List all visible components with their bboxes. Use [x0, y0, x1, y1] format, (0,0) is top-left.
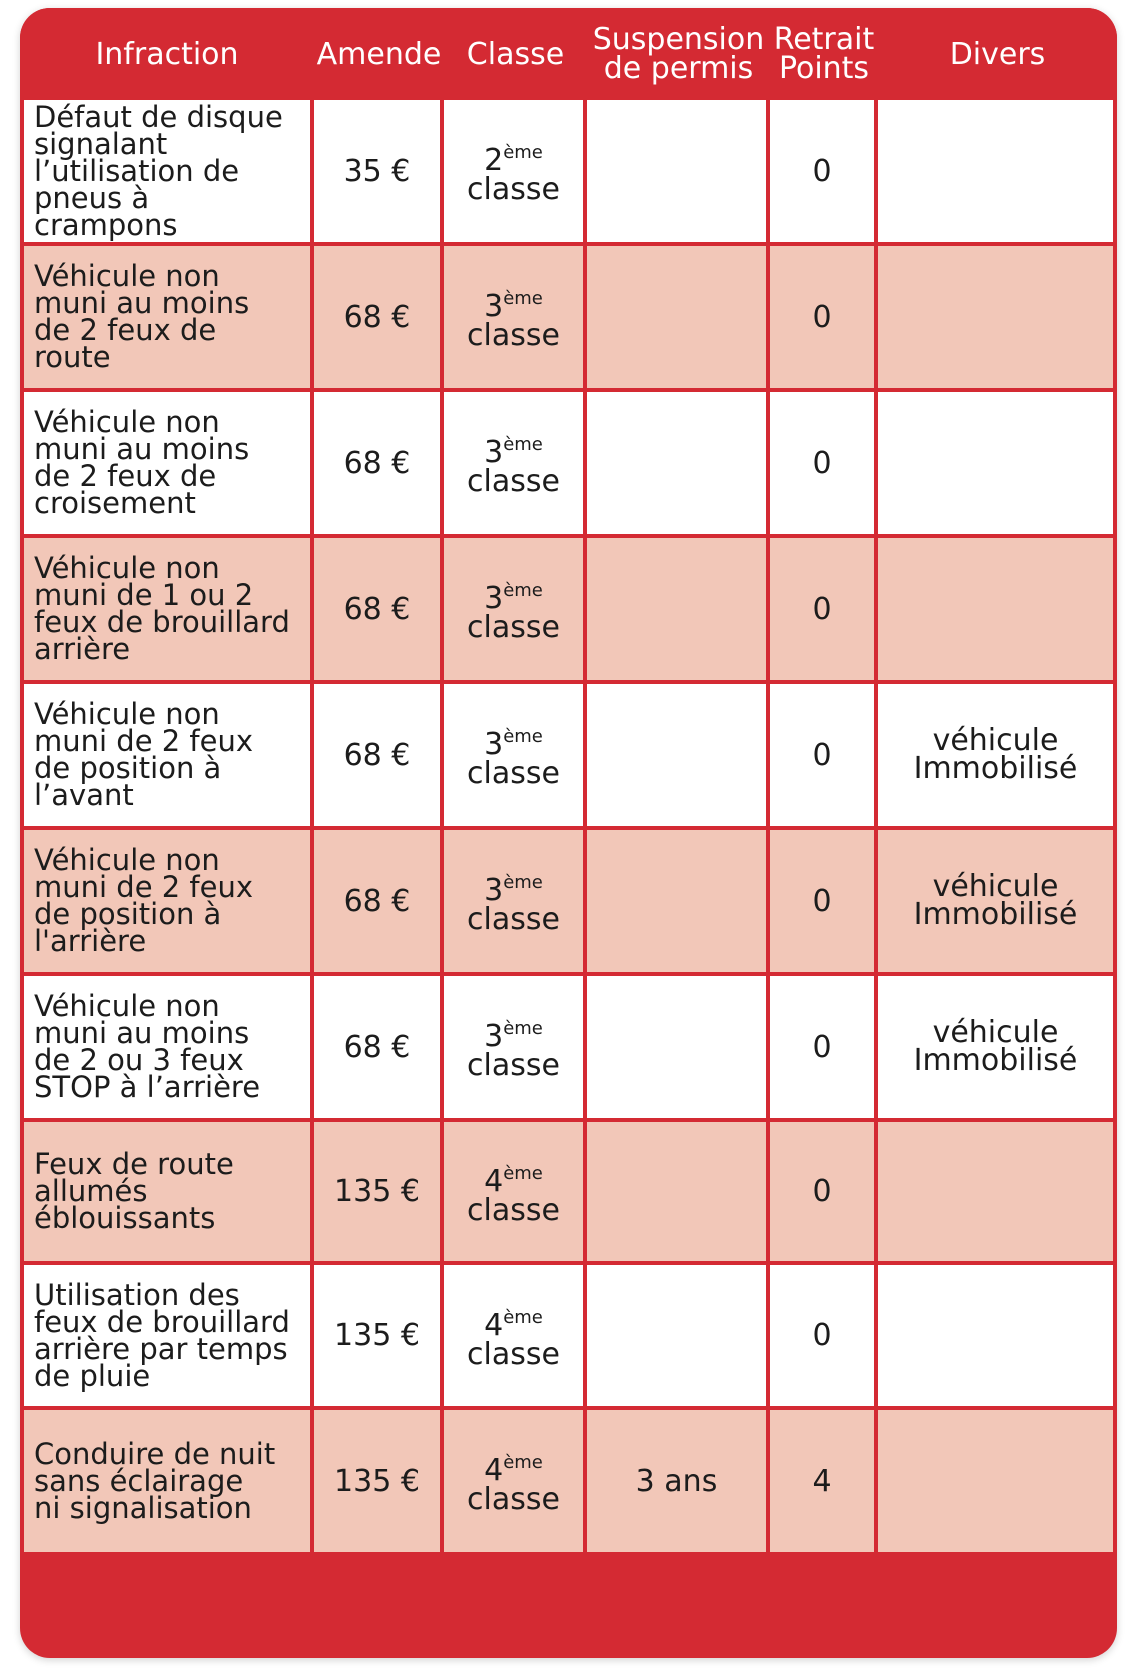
- cell-classe: [444, 392, 587, 538]
- divers-line: véhicule: [932, 1015, 1059, 1050]
- classe-word: classe: [467, 1336, 560, 1372]
- classe-ordinal-suffix: ème: [503, 872, 543, 893]
- cell-classe: [444, 246, 587, 392]
- header-amende: Amende: [314, 8, 444, 100]
- divers-line: Immobilisé: [913, 751, 1078, 786]
- cell-suspension: [587, 100, 770, 246]
- cell-divers: [878, 100, 1117, 246]
- cell-infraction: [20, 100, 314, 246]
- cell-amende: 135 €: [314, 1122, 444, 1265]
- cell-amende: 68 €: [314, 684, 444, 830]
- cell-classe: [444, 1265, 587, 1410]
- table-row: [20, 100, 1117, 246]
- infraction-line: feux de brouillard: [34, 605, 290, 639]
- cell-amende: 135 €: [314, 1410, 444, 1556]
- cell-divers: [878, 1265, 1117, 1410]
- infraction-line: de pluie: [34, 1358, 151, 1393]
- infraction-line: de 2 feux de: [34, 459, 217, 493]
- classe-ordinal-suffix: ème: [503, 434, 543, 455]
- cell-retrait-points: 0: [770, 1265, 878, 1410]
- cell-amende: 68 €: [314, 976, 444, 1122]
- classe-ordinal-suffix: ème: [503, 726, 543, 747]
- table-row: [20, 684, 1117, 830]
- cell-classe: [444, 1122, 587, 1265]
- divers-line: Immobilisé: [913, 1043, 1078, 1078]
- cell-divers: [878, 392, 1117, 538]
- infraction-line: allumés: [34, 1174, 148, 1208]
- cell-amende: 68 €: [314, 392, 444, 538]
- cell-amende: 35 €: [314, 100, 444, 246]
- cell-infraction: [20, 392, 314, 538]
- infraction-line: de 2 feux de: [34, 313, 217, 347]
- table-row: [20, 538, 1117, 684]
- classe-number: 4: [484, 1307, 504, 1343]
- classe-number: 4: [484, 1453, 504, 1488]
- cell-infraction: [20, 538, 314, 684]
- cell-amende: 135 €: [314, 1265, 444, 1410]
- cell-infraction: [20, 976, 314, 1122]
- infraction-line: l’utilisation de: [34, 153, 240, 188]
- infraction-line: arrière par temps: [34, 1331, 288, 1366]
- cell-classe: [444, 100, 587, 246]
- cell-retrait-points: 0: [770, 392, 878, 538]
- classe-ordinal-suffix: ème: [503, 1018, 543, 1039]
- table-header-row: [20, 8, 1117, 100]
- infraction-line: STOP à l’arrière: [34, 1070, 261, 1104]
- infraction-line: Utilisation des: [34, 1277, 240, 1312]
- infraction-line: Véhicule non: [34, 551, 220, 585]
- cell-suspension: [587, 684, 770, 830]
- classe-ordinal-suffix: ème: [503, 1452, 543, 1473]
- fines-table-card: [20, 8, 1117, 1658]
- cell-infraction: [20, 1410, 314, 1556]
- classe-number: 3: [484, 289, 504, 324]
- fines-table: [20, 8, 1117, 1556]
- infraction-line: muni de 1 ou 2: [34, 578, 254, 612]
- infraction-line: Conduire de nuit: [34, 1436, 276, 1471]
- infraction-line: route: [34, 340, 111, 374]
- classe-number: 4: [484, 1163, 504, 1199]
- cell-classe: [444, 538, 587, 684]
- cell-amende: 68 €: [314, 830, 444, 976]
- cell-retrait-points: 4: [770, 1410, 878, 1556]
- table-row: [20, 246, 1117, 392]
- cell-suspension: 3 ans: [587, 1410, 770, 1556]
- table-row: [20, 830, 1117, 976]
- cell-suspension: [587, 246, 770, 392]
- header-suspension-line1: Suspension: [592, 22, 765, 57]
- header-retrait-line2: Points: [778, 51, 870, 86]
- cell-retrait-points: 0: [770, 538, 878, 684]
- cell-divers: [878, 684, 1117, 830]
- infraction-line: l'arrière: [34, 924, 147, 958]
- cell-suspension: [587, 830, 770, 976]
- classe-number: 3: [484, 873, 504, 908]
- cell-infraction: [20, 1265, 314, 1410]
- classe-word: classe: [467, 610, 560, 645]
- infraction-line: de position à: [34, 751, 222, 785]
- cell-divers: [878, 246, 1117, 392]
- infraction-line: éblouissants: [34, 1201, 216, 1235]
- header-suspension: [587, 8, 770, 100]
- infraction-line: de 2 ou 3 feux: [34, 1043, 244, 1077]
- cell-classe: [444, 976, 587, 1122]
- cell-infraction: [20, 830, 314, 976]
- infraction-line: muni de 2 feux: [34, 870, 254, 904]
- infraction-line: signalant: [34, 126, 168, 161]
- cell-suspension: [587, 976, 770, 1122]
- infraction-line: pneus à: [34, 180, 150, 215]
- header-infraction: Infraction: [20, 8, 314, 100]
- classe-word: classe: [467, 464, 560, 499]
- cell-suspension: [587, 1265, 770, 1410]
- cell-retrait-points: 0: [770, 1122, 878, 1265]
- header-retrait-points: [770, 8, 878, 100]
- classe-word: classe: [467, 1048, 560, 1083]
- infraction-line: muni au moins: [34, 1016, 250, 1050]
- header-suspension-line2: de permis: [603, 51, 754, 86]
- cell-infraction: [20, 1122, 314, 1265]
- classe-ordinal-suffix: ème: [503, 1162, 543, 1184]
- infraction-line: ni signalisation: [34, 1490, 252, 1525]
- infraction-line: Feux de route: [34, 1147, 234, 1181]
- infraction-line: Véhicule non: [34, 697, 220, 731]
- infraction-line: Défaut de disque: [34, 99, 283, 134]
- divers-line: véhicule: [932, 869, 1059, 904]
- infraction-line: muni de 2 feux: [34, 724, 254, 758]
- cell-retrait-points: 0: [770, 976, 878, 1122]
- classe-word: classe: [467, 902, 560, 937]
- infraction-line: Véhicule non: [34, 989, 220, 1023]
- classe-word: classe: [467, 1482, 560, 1517]
- infraction-line: muni au moins: [34, 432, 250, 466]
- cell-divers: [878, 538, 1117, 684]
- table-row: [20, 1265, 1117, 1410]
- classe-word: classe: [467, 1192, 560, 1228]
- classe-word: classe: [467, 318, 560, 353]
- classe-number: 3: [484, 435, 504, 470]
- infraction-line: de position à: [34, 897, 222, 931]
- cell-retrait-points: 0: [770, 830, 878, 976]
- cell-divers: [878, 1122, 1117, 1265]
- divers-line: Immobilisé: [913, 897, 1078, 932]
- table-row: [20, 1410, 1117, 1556]
- classe-word: classe: [467, 172, 560, 207]
- cell-suspension: [587, 1122, 770, 1265]
- classe-number: 3: [484, 727, 504, 762]
- infraction-line: Véhicule non: [34, 259, 220, 293]
- cell-suspension: [587, 392, 770, 538]
- cell-retrait-points: 0: [770, 100, 878, 246]
- infraction-line: Véhicule non: [34, 843, 220, 877]
- infraction-line: arrière: [34, 632, 131, 666]
- infraction-line: sans éclairage: [34, 1463, 244, 1498]
- header-retrait-line1: Retrait: [773, 22, 875, 57]
- cell-divers: [878, 1410, 1117, 1556]
- classe-ordinal-suffix: ème: [503, 1306, 543, 1328]
- infraction-line: muni au moins: [34, 286, 250, 320]
- cell-divers: [878, 976, 1117, 1122]
- infraction-line: Véhicule non: [34, 405, 220, 439]
- cell-amende: 68 €: [314, 246, 444, 392]
- header-divers: Divers: [878, 8, 1117, 100]
- classe-ordinal-suffix: ème: [503, 142, 543, 163]
- cell-retrait-points: 0: [770, 684, 878, 830]
- cell-infraction: [20, 684, 314, 830]
- classe-number: 3: [484, 1019, 504, 1054]
- classe-number: 2: [484, 143, 504, 178]
- infraction-line: croisement: [34, 486, 196, 520]
- infraction-line: l’avant: [34, 778, 134, 812]
- cell-amende: 68 €: [314, 538, 444, 684]
- table-row: [20, 976, 1117, 1122]
- classe-ordinal-suffix: ème: [503, 580, 543, 601]
- divers-line: véhicule: [932, 723, 1059, 758]
- infraction-line: crampons: [34, 207, 178, 242]
- classe-word: classe: [467, 756, 560, 791]
- header-classe: Classe: [444, 8, 587, 100]
- cell-classe: [444, 830, 587, 976]
- cell-suspension: [587, 538, 770, 684]
- cell-infraction: [20, 246, 314, 392]
- cell-divers: [878, 830, 1117, 976]
- infraction-line: feux de brouillard: [34, 1304, 290, 1339]
- cell-retrait-points: 0: [770, 246, 878, 392]
- classe-number: 3: [484, 581, 504, 616]
- table-row: [20, 392, 1117, 538]
- cell-classe: [444, 1410, 587, 1556]
- cell-classe: [444, 684, 587, 830]
- table-row: [20, 1122, 1117, 1265]
- classe-ordinal-suffix: ème: [503, 288, 543, 309]
